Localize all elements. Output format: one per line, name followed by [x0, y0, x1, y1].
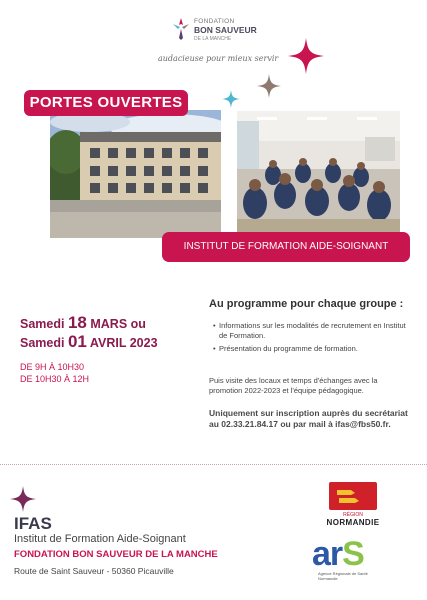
portes-ouvertes-badge: PORTES OUVERTES — [24, 90, 188, 116]
fondation-logo — [170, 14, 290, 54]
programme-item: • Informations sur les modalités de recrutement en Institut de Formation. — [213, 321, 413, 341]
ars-wordmark-ar: ar — [312, 535, 343, 573]
logo-line-1: FONDATION — [194, 18, 235, 25]
date-1-month: MARS ou — [90, 317, 146, 331]
date-2-month: AVRIL 2023 — [89, 336, 158, 350]
ars-wordmark — [312, 537, 364, 571]
logo-line-3: DE LA MANCHE — [194, 36, 232, 42]
region-name: NORMANDIE — [326, 518, 380, 527]
hours-slot-2: DE 10H30 À 12H — [20, 374, 90, 384]
large-pink-star-icon — [288, 38, 324, 74]
event-hours — [20, 361, 89, 385]
hours-slot-1: DE 9H À 10H30 — [20, 362, 85, 372]
event-dates — [20, 314, 158, 352]
programme-item: • Présentation du programme de formation. — [213, 344, 413, 354]
date-2-day: 01 — [67, 332, 87, 351]
footer-star-icon — [10, 486, 36, 512]
normandie-shield-icon — [329, 482, 377, 510]
date-1-prefix: Samedi — [20, 317, 65, 331]
ars-wordmark-s: S — [342, 535, 364, 573]
visite-text: Puis visite des locaux et temps d'échanges avec la promotion 2022-2023 et l'équipe pédagogique. — [209, 376, 378, 395]
address: Route de Saint Sauveur - 50360 Picauville — [14, 566, 174, 576]
date-1-day: 18 — [67, 313, 87, 332]
classroom-photo — [237, 111, 400, 235]
ifas-full-name: Institut de Formation Aide-Soignant — [14, 533, 186, 545]
programme-title: Au programme pour chaque groupe : — [209, 298, 404, 310]
taupe-star-icon — [257, 74, 281, 98]
date-2-prefix: Samedi — [20, 336, 65, 350]
section-divider — [0, 464, 427, 465]
date-line-2 — [20, 333, 158, 352]
region-label: RÉGION — [343, 512, 363, 518]
ifas-title: IFAS — [14, 514, 52, 533]
fondation-name: FONDATION BON SAUVEUR DE LA MANCHE — [14, 549, 218, 560]
ars-subtitle: Agence Régionale de Santé Normandie — [318, 571, 368, 581]
inscription-text: Uniquement sur inscription auprès du secrétariat au 02.33.21.84.17 ou par mail à ifas@fbs50.fr. — [209, 408, 408, 429]
building-photo — [50, 110, 221, 238]
logo-tagline: audacieuse pour mieux servir — [158, 54, 279, 63]
logo-line-2: BON SAUVEUR — [194, 25, 257, 35]
date-line-1 — [20, 314, 158, 333]
institut-badge: INSTITUT DE FORMATION AIDE-SOIGNANT — [162, 232, 410, 262]
fondation-logo-icon — [170, 16, 192, 42]
teal-star-icon — [222, 90, 240, 108]
programme-list — [213, 321, 413, 357]
ars-logo — [312, 537, 392, 587]
region-normandie-logo — [314, 482, 394, 530]
